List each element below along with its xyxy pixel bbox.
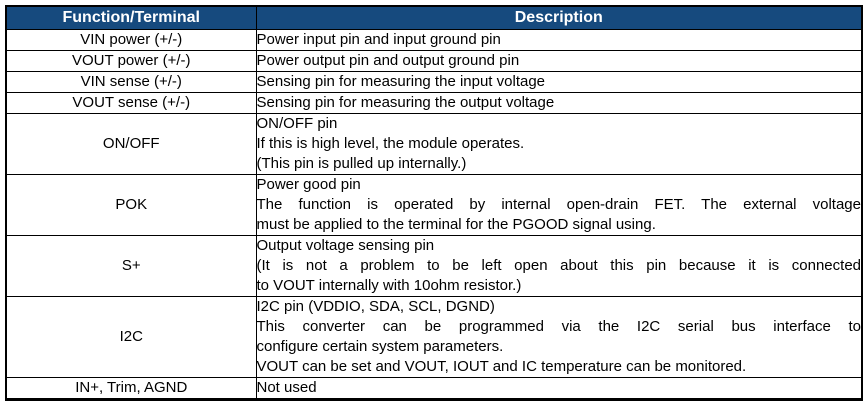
table-body <box>6 30 862 400</box>
description-line: Power output pin and output ground pin <box>256 52 520 69</box>
terminal-cell: VIN sense (+/-) <box>6 72 256 93</box>
terminal-cell: POK <box>6 175 256 236</box>
pin-function-table <box>5 5 863 401</box>
terminal-cell: VOUT sense (+/-) <box>6 93 256 114</box>
description-line: Sensing pin for measuring the output voltage <box>256 94 555 111</box>
description-cell <box>256 30 862 51</box>
table-row <box>6 175 862 236</box>
header-description: Description <box>256 6 862 30</box>
terminal-cell: S+ <box>6 236 256 297</box>
description-line: I2C pin (VDDIO, SDA, SCL, DGND) <box>256 298 495 315</box>
description-line: ON/OFF pin <box>256 115 338 132</box>
terminal-cell: I2C <box>6 297 256 378</box>
header-row <box>6 6 862 30</box>
table-row <box>6 297 862 378</box>
description-cell <box>256 378 862 400</box>
description-line: Power good pin <box>256 176 361 193</box>
description-cell <box>256 93 862 114</box>
table-row <box>6 93 862 114</box>
description-line: must be applied to the terminal for the PGOOD signal using. <box>256 216 656 233</box>
terminal-cell: ON/OFF <box>6 114 256 175</box>
table-row <box>6 51 862 72</box>
description-cell <box>256 72 862 93</box>
header-function-terminal: Function/Terminal <box>6 6 256 30</box>
terminal-cell: VOUT power (+/-) <box>6 51 256 72</box>
description-line: Power input pin and input ground pin <box>256 31 501 48</box>
description-line: Output voltage sensing pin <box>256 237 435 254</box>
table-row <box>6 378 862 400</box>
description-cell <box>256 297 862 378</box>
description-line: This converter can be programmed via the I2C serial bus interface to <box>256 318 861 335</box>
description-cell <box>256 114 862 175</box>
table-row <box>6 72 862 93</box>
description-line: configure certain system parameters. <box>256 338 504 355</box>
description-cell <box>256 175 862 236</box>
description-line: The function is operated by internal open-drain FET. The external voltage <box>256 196 861 213</box>
description-line: If this is high level, the module operates. <box>256 135 525 152</box>
description-line: VOUT can be set and VOUT, IOUT and IC temperature can be monitored. <box>256 358 747 375</box>
description-line: to VOUT internally with 10ohm resistor.) <box>256 277 522 294</box>
terminal-cell: IN+, Trim, AGND <box>6 378 256 400</box>
table-header <box>6 6 862 30</box>
table-row <box>6 114 862 175</box>
table-row <box>6 236 862 297</box>
description-cell <box>256 236 862 297</box>
description-line: Sensing pin for measuring the input voltage <box>256 73 546 90</box>
description-cell <box>256 51 862 72</box>
table-row <box>6 30 862 51</box>
description-line: (This pin is pulled up internally.) <box>256 155 467 172</box>
terminal-cell: VIN power (+/-) <box>6 30 256 51</box>
description-line: Not used <box>256 379 317 396</box>
description-line: (It is not a problem to be left open about this pin because it is connected <box>256 257 861 274</box>
